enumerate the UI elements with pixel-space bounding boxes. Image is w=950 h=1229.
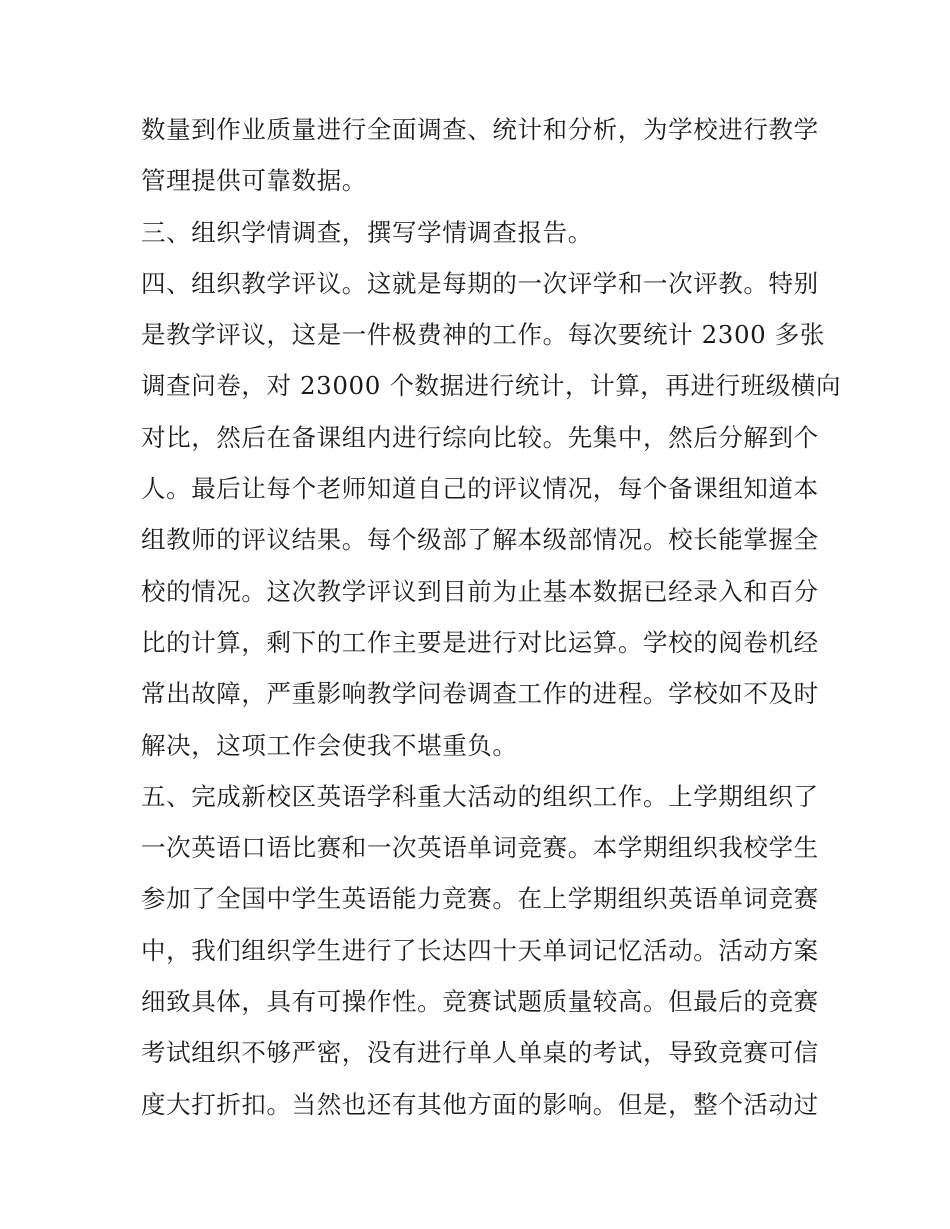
text-line: 人。最后让每个老师知道自己的评议情况，每个备课组知道本: [141, 474, 819, 504]
text-line: 中，我们组织学生进行了长达四十天单词记忆活动。活动方案: [141, 935, 819, 965]
text-line: 常出故障，严重影响教学问卷调查工作的进程。学校如不及时: [141, 679, 819, 709]
text-line: 数量到作业质量进行全面调查、统计和分析，为学校进行教学: [141, 115, 819, 144]
text-line: 是教学评议，这是一件极费神的工作。每次要统计 2300 多张: [141, 320, 825, 350]
text-line: 解决，这项工作会使我不堪重负。: [141, 730, 518, 760]
text-line: 校的情况。这次教学评议到目前为止基本数据已经录入和百分: [141, 576, 819, 606]
text-line: 度大打折扣。当然也还有其他方面的影响。但是，整个活动过: [141, 1089, 819, 1119]
text-line: 五、完成新校区英语学科重大活动的组织工作。上学期组织了: [141, 781, 819, 811]
text-line: 对比，然后在备课组内进行综向比较。先集中，然后分解到个: [141, 422, 819, 452]
text-line: 细致具体，具有可操作性。竞赛试题质量较高。但最后的竞赛: [141, 987, 819, 1017]
text-line: 调查问卷，对 23000 个数据进行统计，计算，再进行班级横向: [141, 371, 842, 401]
body-text: [141, 104, 842, 1130]
text-line: 三、组织学情调查，撰写学情调查报告。: [141, 217, 593, 247]
text-line: 考试组织不够严密，没有进行单人单桌的考试，导致竞赛可信: [141, 1038, 819, 1068]
text-line: 组教师的评议结果。每个级部了解本级部情况。校长能掌握全: [141, 525, 819, 555]
text-line: 参加了全国中学生英语能力竞赛。在上学期组织英语单词竞赛: [141, 884, 819, 914]
text-line: 管理提供可靠数据。: [141, 166, 367, 196]
text-line: 比的计算，剩下的工作主要是进行对比运算。学校的阅卷机经: [141, 627, 819, 657]
text-line: 一次英语口语比赛和一次英语单词竞赛。本学期组织我校学生: [141, 833, 819, 863]
text-line: 四、组织教学评议。这就是每期的一次评学和一次评教。特别: [141, 268, 819, 298]
